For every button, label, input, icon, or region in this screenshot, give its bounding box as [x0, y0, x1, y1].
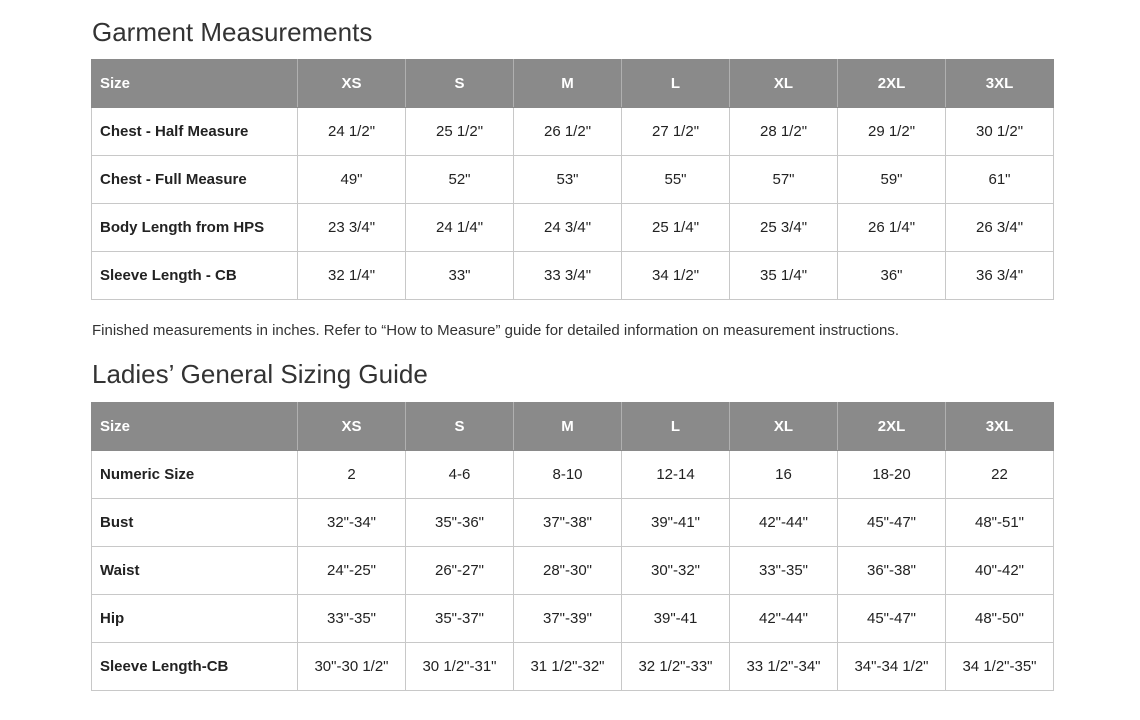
table-cell: 40"-42": [946, 547, 1054, 595]
table-cell: 23 3/4": [298, 204, 406, 252]
table-cell: 48"-51": [946, 499, 1054, 547]
table-cell: 31 1/2"-32": [514, 643, 622, 691]
table-cell: 49": [298, 156, 406, 204]
table-cell: 24 3/4": [514, 204, 622, 252]
table-cell: 33 1/2"-34": [730, 643, 838, 691]
header-cell-l: L: [622, 60, 730, 108]
table-cell: 25 1/2": [406, 108, 514, 156]
table-cell: 4-6: [406, 451, 514, 499]
table-cell: 12-14: [622, 451, 730, 499]
table-cell: 39"-41": [622, 499, 730, 547]
table-cell: 59": [838, 156, 946, 204]
table-cell: 55": [622, 156, 730, 204]
header-cell-3xl: 3XL: [946, 60, 1054, 108]
row-label: Chest - Full Measure: [92, 156, 298, 204]
measurement-footnote: Finished measurements in inches. Refer to “How to Measure” guide for detailed information on measurement instructions.: [92, 322, 900, 339]
table-cell: 34 1/2"-35": [946, 643, 1054, 691]
table-cell: 29 1/2": [838, 108, 946, 156]
row-label: Sleeve Length-CB: [92, 643, 298, 691]
table-cell: 26"-27": [406, 547, 514, 595]
table-cell: 33"-35": [298, 595, 406, 643]
table-row: [92, 156, 1054, 204]
garment-measurements-table: [91, 59, 1054, 300]
garment-measurements-title: Garment Measurements: [92, 17, 373, 47]
ladies-sizing-table: [91, 402, 1054, 691]
table-cell: 28 1/2": [730, 108, 838, 156]
ladies-sizing-guide-title: Ladies’ General Sizing Guide: [92, 359, 428, 389]
ladies-table-header: [92, 403, 1054, 451]
table-cell: 35"-36": [406, 499, 514, 547]
table-cell: 37"-39": [514, 595, 622, 643]
table-cell: 32 1/4": [298, 252, 406, 300]
header-cell-s: S: [406, 60, 514, 108]
header-cell-2xl: 2XL: [838, 60, 946, 108]
table-cell: 33": [406, 252, 514, 300]
header-row: [92, 60, 1054, 108]
header-cell-xs: XS: [298, 60, 406, 108]
table-cell: 48"-50": [946, 595, 1054, 643]
row-label: Waist: [92, 547, 298, 595]
row-label: Bust: [92, 499, 298, 547]
table-row: [92, 547, 1054, 595]
table-cell: 36 3/4": [946, 252, 1054, 300]
header-cell-2xl: 2XL: [838, 403, 946, 451]
header-cell-s: S: [406, 403, 514, 451]
table-cell: 45"-47": [838, 499, 946, 547]
header-row: [92, 403, 1054, 451]
table-cell: 24 1/2": [298, 108, 406, 156]
table-cell: 61": [946, 156, 1054, 204]
header-cell-size: Size: [92, 403, 298, 451]
table-cell: 22: [946, 451, 1054, 499]
header-cell-m: M: [514, 60, 622, 108]
table-cell: 24"-25": [298, 547, 406, 595]
table-cell: 42"-44": [730, 499, 838, 547]
table-cell: 36": [838, 252, 946, 300]
table-cell: 30"-30 1/2": [298, 643, 406, 691]
header-cell-3xl: 3XL: [946, 403, 1054, 451]
table-cell: 35 1/4": [730, 252, 838, 300]
table-cell: 42"-44": [730, 595, 838, 643]
row-label: Hip: [92, 595, 298, 643]
header-cell-size: Size: [92, 60, 298, 108]
table-cell: 36"-38": [838, 547, 946, 595]
table-cell: 35"-37": [406, 595, 514, 643]
table-cell: 33 3/4": [514, 252, 622, 300]
table-cell: 30 1/2": [946, 108, 1054, 156]
row-label: Chest - Half Measure: [92, 108, 298, 156]
header-cell-xs: XS: [298, 403, 406, 451]
table-row: [92, 499, 1054, 547]
table-cell: 34 1/2": [622, 252, 730, 300]
table-cell: 27 1/2": [622, 108, 730, 156]
table-cell: 53": [514, 156, 622, 204]
table-cell: 39"-41: [622, 595, 730, 643]
table-cell: 25 3/4": [730, 204, 838, 252]
table-cell: 25 1/4": [622, 204, 730, 252]
header-cell-xl: XL: [730, 60, 838, 108]
header-cell-xl: XL: [730, 403, 838, 451]
table-cell: 34"-34 1/2": [838, 643, 946, 691]
row-label: Sleeve Length - CB: [92, 252, 298, 300]
table-cell: 37"-38": [514, 499, 622, 547]
table-row: [92, 204, 1054, 252]
table-cell: 45"-47": [838, 595, 946, 643]
table-cell: 26 1/2": [514, 108, 622, 156]
table-cell: 8-10: [514, 451, 622, 499]
header-cell-m: M: [514, 403, 622, 451]
table-cell: 32 1/2"-33": [622, 643, 730, 691]
table-cell: 33"-35": [730, 547, 838, 595]
table-cell: 16: [730, 451, 838, 499]
table-cell: 52": [406, 156, 514, 204]
table-cell: 2: [298, 451, 406, 499]
header-cell-l: L: [622, 403, 730, 451]
table-cell: 30"-32": [622, 547, 730, 595]
table-cell: 24 1/4": [406, 204, 514, 252]
table-row: [92, 595, 1054, 643]
table-cell: 26 1/4": [838, 204, 946, 252]
row-label: Numeric Size: [92, 451, 298, 499]
table-cell: 30 1/2"-31": [406, 643, 514, 691]
table-cell: 28"-30": [514, 547, 622, 595]
table-row: [92, 643, 1054, 691]
table-cell: 57": [730, 156, 838, 204]
table-row: [92, 252, 1054, 300]
table-cell: 32"-34": [298, 499, 406, 547]
row-label: Body Length from HPS: [92, 204, 298, 252]
table-row: [92, 108, 1054, 156]
table-row: [92, 451, 1054, 499]
table-cell: 18-20: [838, 451, 946, 499]
table-cell: 26 3/4": [946, 204, 1054, 252]
garment-table-header: [92, 60, 1054, 108]
